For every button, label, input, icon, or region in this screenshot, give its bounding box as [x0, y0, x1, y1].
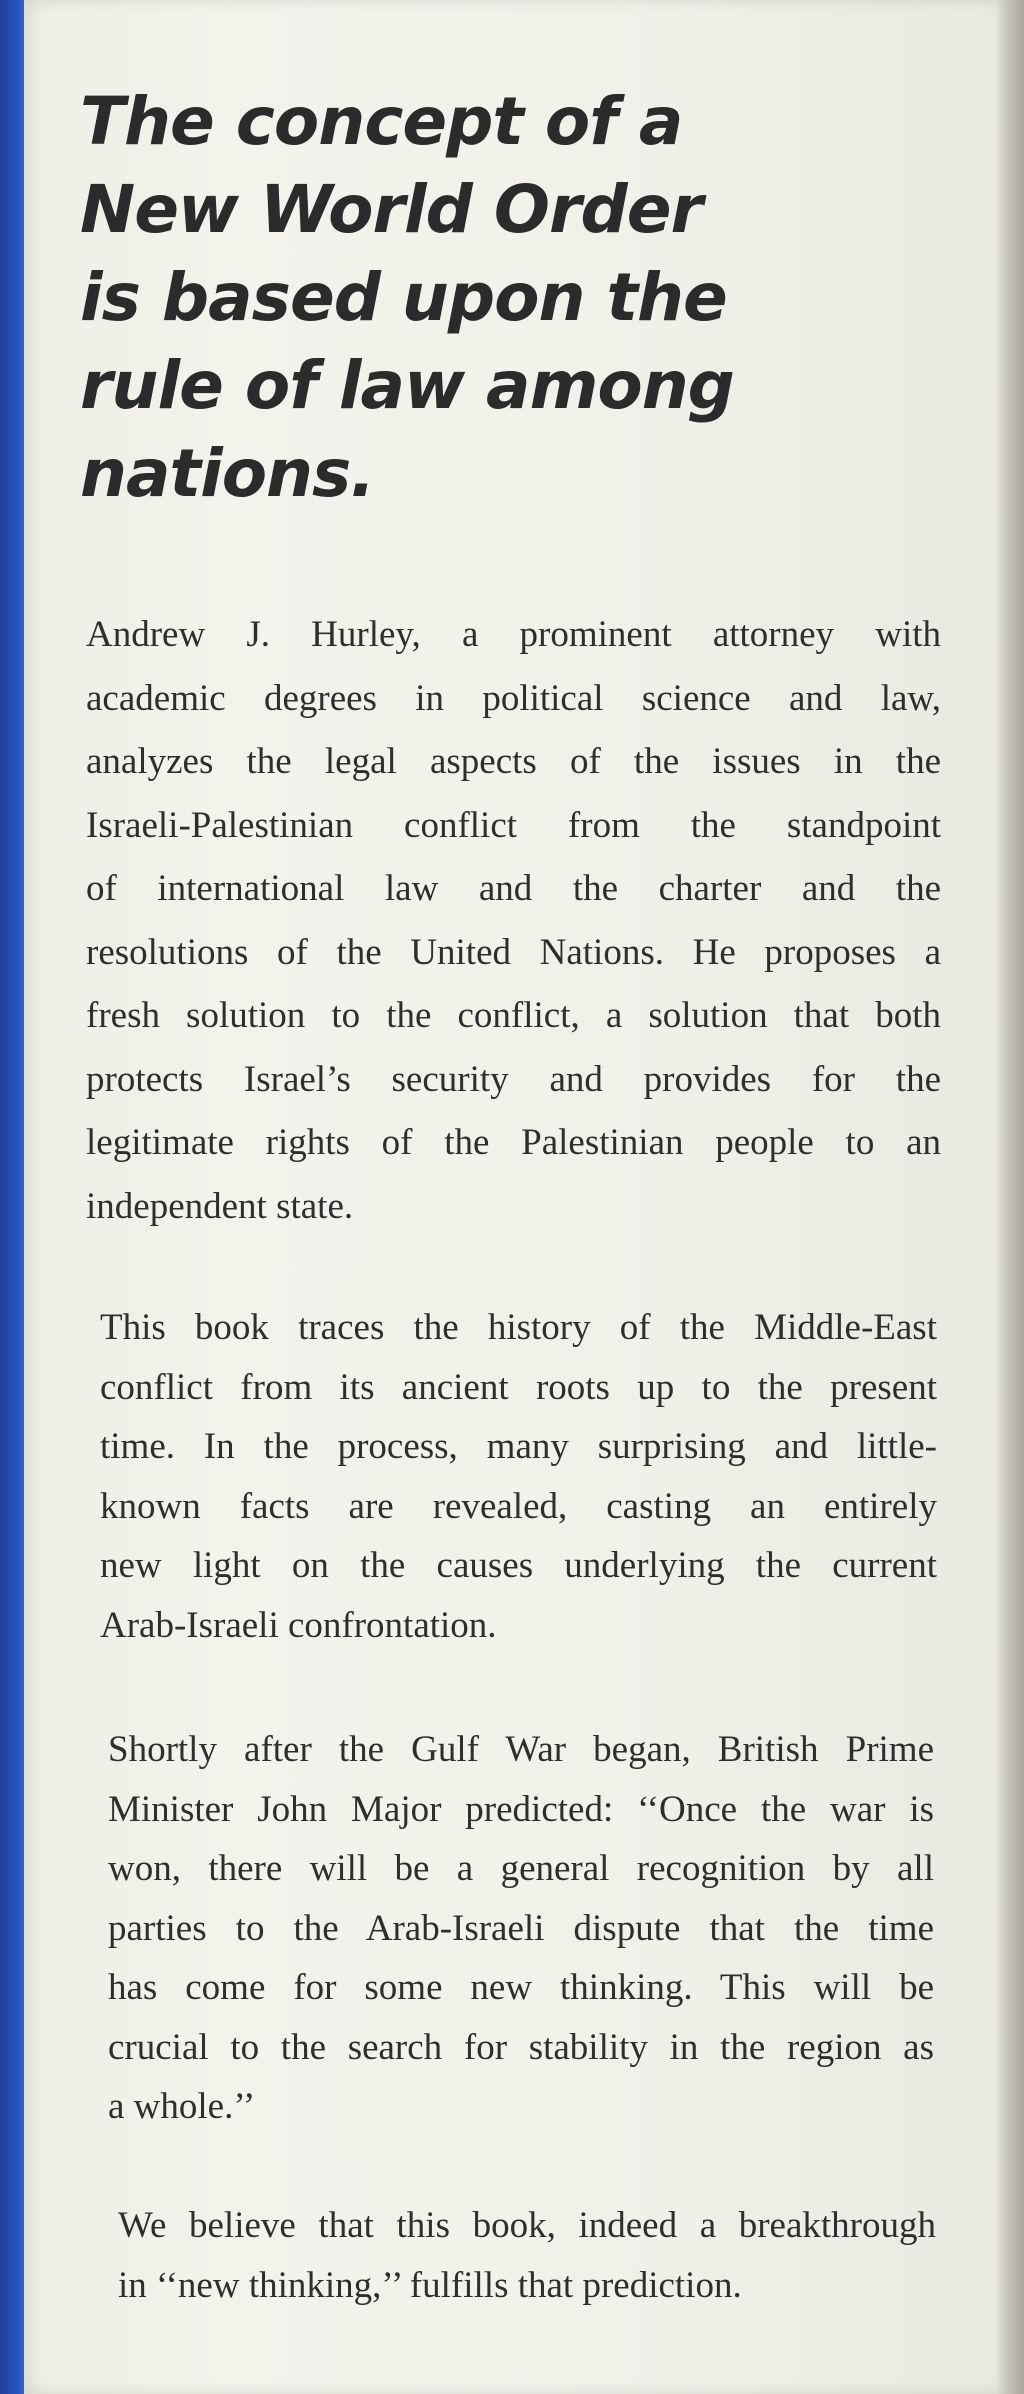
text-line: academic degrees in political science and law,: [86, 677, 941, 719]
text-line: legitimate rights of the Palestinian people to an: [86, 1122, 941, 1163]
paragraph-book-history: [100, 1298, 937, 1655]
text-line: Israeli-Palestinian conflict from the standpoint: [86, 804, 941, 846]
text-line: in ‘‘new thinking,’’ fulfills that prediction.: [118, 2264, 742, 2306]
text-line: analyzes the legal aspects of the issues in the: [86, 741, 941, 782]
text-line: has come for some new thinking. This will be: [108, 1967, 934, 2008]
text-line: known facts are revealed, casting an entirely: [100, 1485, 937, 1527]
text-line: of international law and the charter and the: [86, 868, 941, 909]
headline-line: rule of law among: [80, 347, 734, 424]
text-line: crucial to the search for stability in the region as: [108, 2026, 934, 2068]
text-line: independent state.: [86, 1185, 354, 1227]
paragraph-author-summary: [86, 603, 941, 1238]
text-line: Minister John Major predicted: ‘‘Once the war is: [108, 1788, 934, 1830]
headline-line: The concept of a: [80, 83, 683, 160]
text-line: time. In the process, many surprising and little-: [100, 1426, 937, 1467]
paragraph-closing-statement: [118, 2196, 936, 2315]
text-line: parties to the Arab-Israeli dispute that the time: [108, 1907, 934, 1949]
text-line: This book traces the history of the Middle-East: [100, 1307, 937, 1348]
headline: [80, 78, 780, 518]
text-line: Shortly after the Gulf War began, British Prime: [108, 1729, 934, 1770]
text-line: fresh solution to the conflict, a solution that both: [86, 995, 941, 1036]
paragraph-john-major-quote: [108, 1720, 934, 2137]
text-line: new light on the causes underlying the current: [100, 1545, 937, 1586]
page-shadow: [996, 0, 1024, 2394]
text-line: Andrew J. Hurley, a prominent attorney with: [86, 614, 941, 655]
text-line: Arab-Israeli confrontation.: [100, 1604, 497, 1646]
headline-line: New World Order: [80, 171, 703, 248]
text-line: a whole.’’: [108, 2086, 256, 2127]
text-line: We believe that this book, indeed a breakthrough: [118, 2205, 936, 2246]
headline-line: nations.: [80, 435, 375, 512]
text-line: protects Israel’s security and provides for the: [86, 1058, 941, 1100]
headline-line: is based upon the: [80, 259, 727, 336]
text-line: won, there will be a general recognition by all: [108, 1848, 934, 1889]
text-line: resolutions of the United Nations. He proposes a: [86, 931, 941, 973]
text-line: conflict from its ancient roots up to the present: [100, 1366, 937, 1408]
